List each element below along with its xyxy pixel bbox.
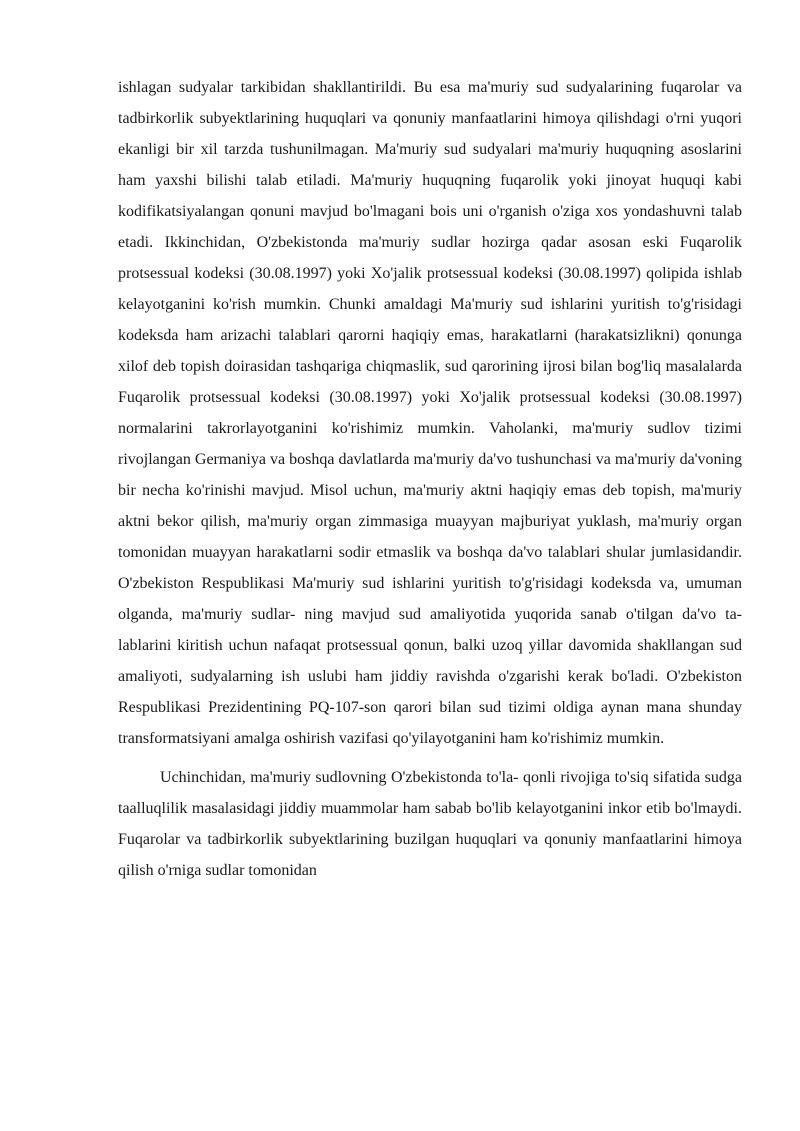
- body-paragraph-2: Uchinchidan, ma'muriy sudlovning O'zbekistonda to'la- qonli rivojiga to'siq sifatida sudga taalluqlilik masalasidagi jiddiy muammolar ham sabab bo'lib kelayotganini inkor etib bo'lmaydi. Fuqarolar va tadbirkorlik subyektlarining buzilgan huquqlari va qonuniy manfaatlarini himoya qilish o'rniga sudlar tomonidan: [118, 769, 742, 879]
- body-paragraph-1: ishlagan sudyalar tarkibidan shakllantirildi. Bu esa ma'muriy sud sudyalarining fuqarolar va tadbirkorlik subyektlarining huquqlari va qonuniy manfaatlarini himoya qilishdagi o'rni yuqori ekanligi bir xil tarzda tushunilmagan. Ma'muriy sud sudyalari ma'muriy huquqning asoslarini ham yaxshi bilishi talab etiladi. Ma'muriy huquqning fuqarolik yoki jinoyat huquqi kabi kodifikatsiyalangan qonuni mavjud bo'lmagani bois uni o'rganish o'ziga xos yondashuvni talab etadi. Ikkinchidan, O'zbekistonda ma'muriy sudlar hozirga qadar asosan eski Fuqarolik protsessual kodeksi (30.08.1997) yoki Xo'jalik protsessual kodeksi (30.08.1997) qolipida ishlab kelayotganini ko'rish mumkin. Chunki amaldagi Ma'muriy sud ishlarini yuritish to'g'risidagi kodeksda ham arizachi talablari qarorni haqiqiy emas, harakatlarni (harakatsizlikni) qonunga xilof deb topish doirasidan tashqariga chiqmaslik, sud qarorining ijrosi bilan bog'liq masalalarda Fuqarolik protsessual kodeksi (30.08.1997) yoki Xo'jalik protsessual kodeksi (30.08.1997) normalarini takrorlayotganini ko'rishimiz mumkin. Vaholanki, ma'muriy sudlov tizimi rivojlangan Germaniya va boshqa davlatlarda ma'muriy da'vo tushunchasi va ma'muriy da'voning bir necha ko'rinishi mavjud. Misol uchun, ma'muriy aktni haqiqiy emas deb topish, ma'muriy aktni bekor qilish, ma'muriy organ zimmasiga muayyan majburiyat yuklash, ma'muriy organ tomonidan muayyan harakatlarni sodir etmaslik va boshqa da'vo talablari shular jumlasidandir. O'zbekiston Respublikasi Ma'muriy sud ishlarini yuritish to'g'risidagi kodeksda va, umuman olganda, ma'muriy sudlar- ning mavjud sud amaliyotida yuqorida sanab o'tilgan da'vo ta- lablarini kiritish uchun nafaqat protsessual qonun, balki uzoq yillar davomida shakllangan sud amaliyoti, sudyalarning ish uslubi ham jiddiy ravishda o'zgarishi kerak bo'ladi. O'zbekiston Respublikasi Prezidentining PQ-107-son qarori bilan sud tizimi oldiga aynan mana shunday transformatsiyani amalga oshirish vazifasi qo'yilayotganini ham ko'rishimiz mumkin.: [118, 79, 742, 747]
- document-page: [118, 72, 742, 886]
